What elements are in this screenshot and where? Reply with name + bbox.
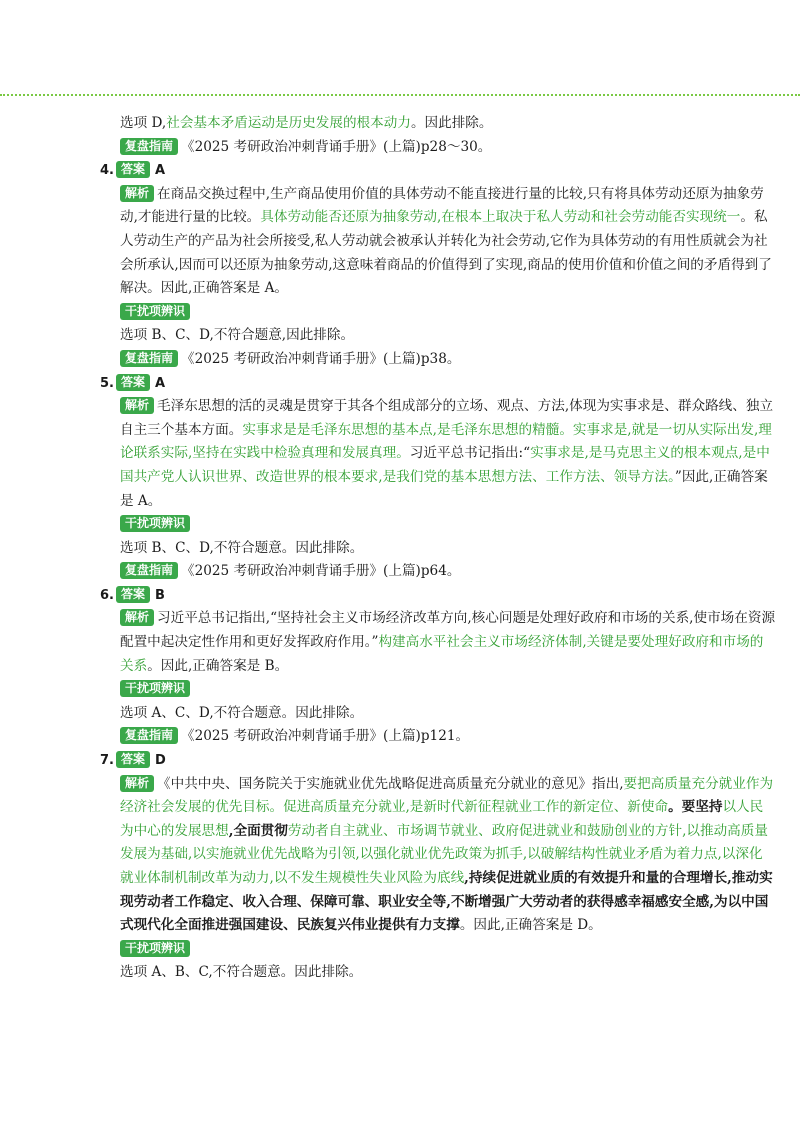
q6-answer-line: 6. 答案 B — [100, 586, 165, 603]
q5-review: 复盘指南 《2025 考研政治冲刺背诵手册》(上篇)p64。 — [96, 560, 776, 584]
q5-distractor-tag-line — [96, 513, 776, 537]
distractor-tag: 干扰项辨识 — [120, 680, 190, 697]
q7-distractor-tag-line — [96, 938, 776, 962]
q7-analysis: 解析 《中共中央、国务院关于实施就业优先战略促进高质量充分就业的意见》指出,要把高质量充分就业作为经济社会发展的优先目标。促进高质量充分就业,是新时代新征程就业工作的新定位、新使命。要坚持以人民为中心的发展思想,全面贯彻劳动者自主就业、市场调节就业、政府促进就业和鼓励创业的方针,以推动高质量发展为基础,以实施就业优先战略为引领,以强化就业优先政策为抓手,以破解结构性就业矛盾为着力点,以深化就业体制机制改革为动力,以不发生规模性失业风险为底线,持续促进就业质的有效提升和量的合理增长,推动实现劳动者工作稳定、收入合理、保障可靠、职业安全等,不断增强广大劳动者的获得感幸福感安全感,为以中国式现代化全面推进强国建设、民族复兴伟业提供有力支撑。因此,正确答案是 D。 — [120, 775, 774, 934]
review-tag: 复盘指南 — [120, 350, 178, 367]
q4-review: 复盘指南 《2025 考研政治冲刺背诵手册》(上篇)p38。 — [96, 348, 776, 372]
answer-tag: 答案 — [116, 751, 150, 768]
answer-tag: 答案 — [116, 586, 150, 603]
review-tag: 复盘指南 — [120, 727, 178, 744]
q4-distractor-text: 选项 B、C、D,不符合题意,因此排除。 — [120, 327, 355, 344]
q5-answer-line: 5. 答案 A — [100, 374, 166, 391]
q3-distractor-text: 选项 D,社会基本矛盾运动是历史发展的根本动力。因此排除。 — [120, 115, 493, 131]
analysis-tag: 解析 — [120, 775, 154, 792]
q6-review: 复盘指南 《2025 考研政治冲刺背诵手册》(上篇)p121。 — [96, 725, 776, 749]
distractor-tag: 干扰项辨识 — [120, 303, 190, 320]
analysis-tag: 解析 — [120, 397, 154, 414]
top-dotted-rule — [0, 94, 800, 96]
q7-distractor-text: 选项 A、B、C,不符合题意。因此排除。 — [120, 964, 363, 981]
review-tag: 复盘指南 — [120, 138, 178, 155]
analysis-tag: 解析 — [120, 185, 154, 202]
q4-answer-line: 4. 答案 A — [100, 162, 166, 179]
answer-tag: 答案 — [116, 161, 150, 178]
q6-analysis: 解析 习近平总书记指出,“坚持社会主义市场经济改革方向,核心问题是处理好政府和市场的关系,使市场在资源配置中起决定性作用和更好发挥政府作用。”构建高水平社会主义市场经济体制,关键是要处理好政府和市场的关系。因此,正确答案是 B。 — [120, 610, 776, 674]
q6-distractor-tag-line — [96, 678, 776, 702]
answer-content — [96, 112, 776, 985]
q4-analysis: 解析 在商品交换过程中,生产商品使用价值的具体劳动不能直接进行量的比较,只有将具体劳动还原为抽象劳动,才能进行量的比较。具体劳动能否还原为抽象劳动,在根本上取决于私人劳动和社会劳动能否实现统一。私人劳动生产的产品为社会所接受,私人劳动就会被承认并转化为社会劳动,它作为具体劳动的有用性质就会为社会所承认,因而可以还原为抽象劳动,这意味着商品的价值得到了实现,商品的使用价值和价值之间的矛盾得到了解决。因此,正确答案是 A。 — [120, 185, 772, 297]
q7-answer-line: 7. 答案 D — [100, 752, 166, 769]
distractor-tag: 干扰项辨识 — [120, 515, 190, 532]
review-tag: 复盘指南 — [120, 562, 178, 579]
q5-analysis: 解析 毛泽东思想的活的灵魂是贯穿于其各个组成部分的立场、观点、方法,体现为实事求是、群众路线、独立自主三个基本方面。实事求是是毛泽东思想的基本点,是毛泽东思想的精髓。实事求是,就是一切从实际出发,理论联系实际,坚持在实践中检验真理和发展真理。习近平总书记指出:“实事求是,是马克思主义的根本观点,是中国共产党人认识世界、改造世界的根本要求,是我们党的基本思想方法、工作方法、领导方法。”因此,正确答案是 A。 — [120, 398, 774, 509]
q6-distractor-text: 选项 A、C、D,不符合题意。因此排除。 — [120, 704, 364, 721]
q5-distractor-text: 选项 B、C、D,不符合题意。因此排除。 — [120, 539, 364, 556]
q3-review: 复盘指南 《2025 考研政治冲刺背诵手册》(上篇)p28～30。 — [96, 136, 776, 160]
distractor-tag: 干扰项辨识 — [120, 940, 190, 957]
analysis-tag: 解析 — [120, 609, 154, 626]
answer-tag: 答案 — [116, 374, 150, 391]
q4-distractor-tag-line — [96, 301, 776, 325]
